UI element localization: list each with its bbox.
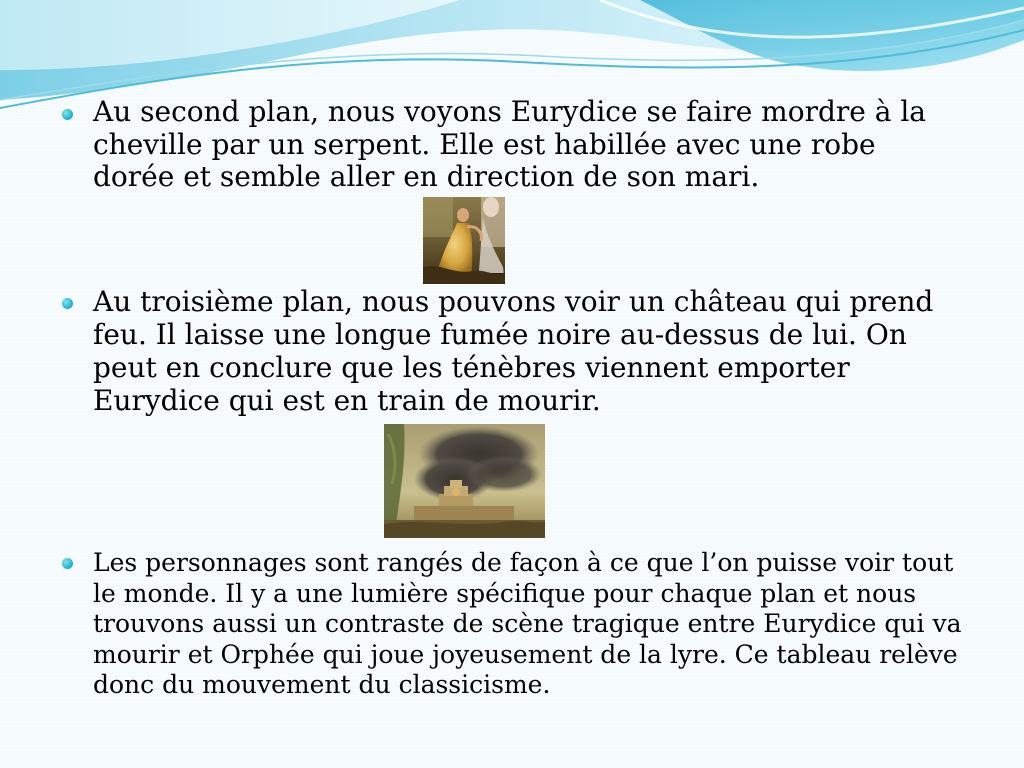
painting-eurydice-detail-image: [423, 197, 505, 284]
bullet-item-characters-classicism: [62, 548, 962, 708]
bullet-item-second-plan: [62, 96, 962, 196]
bullet-icon: [62, 109, 73, 120]
painting-burning-castle-detail-image: [384, 424, 545, 538]
bullet-item-third-plan: [62, 285, 962, 415]
bullet-text: Les personnages sont rangés de façon à ce que l’on puisse voir tout le monde. Il y a une lumière spécifique pour chaque plan et nous trouvons aussi un contraste de scène tragique entre Eurydice qui va mourir et Orphée qui joue joyeusement de la lyre. Ce tableau relève donc du mouvement du classicisme.: [93, 548, 962, 699]
bullet-icon: [62, 558, 73, 569]
bullet-text: Au second plan, nous voyons Eurydice se faire mordre à la cheville par un serpent. Elle est habillée avec une robe dorée et semble aller en direction de son mari.: [93, 95, 926, 193]
bullet-icon: [62, 298, 73, 309]
bullet-text: Au troisième plan, nous pouvons voir un château qui prend feu. Il laisse une longue fumée noire au-dessus de lui. On peut en conclure que les ténèbres viennent emporter Eurydice qui est en train de mourir.: [93, 285, 934, 417]
